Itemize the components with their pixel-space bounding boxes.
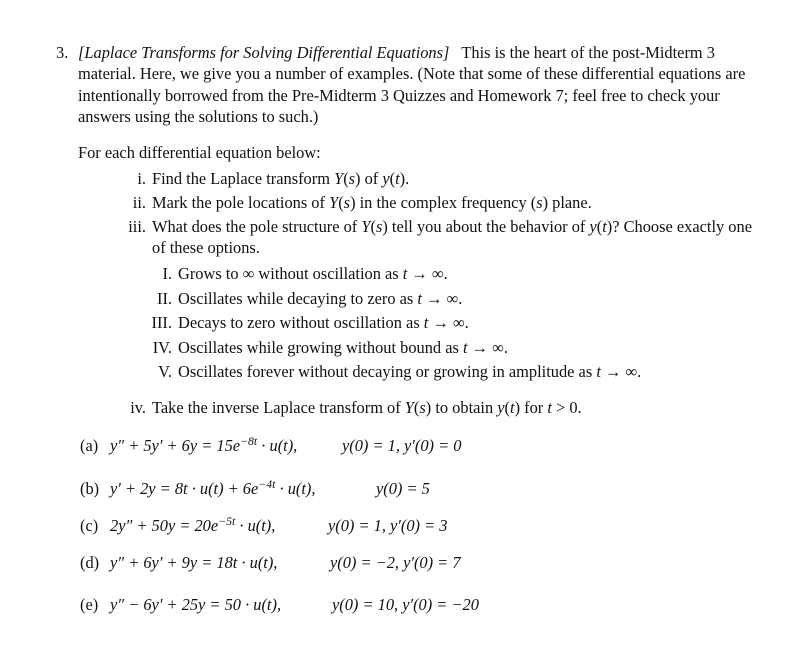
equation-label: (b) [80,479,100,498]
step-i: i. Find the Laplace transform Y(s) of y(t). [102,168,762,189]
equation-label: (e) [80,595,99,614]
initial-condition-c: y(0) = 1, y′(0) = 3 [328,516,448,535]
step-iii: iii. What does the pole structure of Y(s) tell you about the behavior of y(t)? Choose exactly one of these options. [102,216,762,258]
for-each-heading: For each differential equation below: [78,143,321,162]
equation-c: (c) $2y'' + 50y = 20e^{-5t} \cdot u(t)$, [80,514,276,535]
initial-condition-b: y(0) = 5 [376,479,430,498]
problem-number: 3. [56,43,69,62]
equation-d [80,552,277,573]
equation-body: y′ + 2y = 8t · u(t) + 6e [110,479,259,498]
step-number: ii. [132,193,146,212]
option-v: V. Oscillates forever without decaying or growing in amplitude as t → ∞. [158,362,642,381]
equation-body: y″ − 6y′ + 25y = 50 · u(t), [110,595,282,614]
equation-body: y″ + 5y′ + 6y = 15e [110,436,241,455]
initial-condition-e: y(0) = 10, y′(0) = −20 [332,595,479,614]
problem-intro [78,42,768,127]
step-iv: iv. Take the inverse Laplace transform of Y(s) to obtain y(t) for t > 0. [102,397,762,418]
problem-intro-text: This is the heart of the post-Midterm 3 material. Here, we give you a number of examples. (Note that some of these differential equations are intentionally borrowed from the Pre-Midterm 3 Quizzes and Homework 7; feel free to check your answers using the solutions to such.) [78,43,746,126]
option-iii: III. Decays to zero without oscillation as t → ∞. [151,313,469,332]
step-ii: ii. Mark the pole locations of Y(s) in the complex frequency (s) plane. [102,192,762,213]
step-number: i. [137,169,146,188]
equation-e [80,594,281,615]
step-number: iii. [128,217,146,236]
option-ii: II. Oscillates while decaying to zero as t → ∞. [156,289,463,308]
equation-label: (d) [80,553,100,572]
option-i: I. Grows to ∞ without oscillation as t → ∞. [162,264,448,283]
equation-body: y″ + 6y′ + 9y = 18t · u(t), [110,553,278,572]
option-iv: IV. Oscillates while growing without bound as t → ∞. [152,338,508,357]
problem-title: [Laplace Transforms for Solving Differential Equations] [78,43,450,62]
initial-condition-d: y(0) = −2, y′(0) = 7 [330,553,461,572]
step-number: iv. [130,398,146,417]
initial-condition-a: y(0) = 1, y′(0) = 0 [342,436,462,455]
equation-exponent: −8t [240,434,258,449]
equation-label: (c) [80,516,99,535]
equation-a: (a) $y'' + 5y' + 6y = 15e^{-8t} \cdot u(t)$, [80,434,298,455]
equation-b: (b) $y' + 2y = 8t \cdot u(t) + 6e^{-4t} \cdot u(t)$, [80,477,316,498]
equation-label: (a) [80,436,99,455]
equation-body: 2y″ + 50y = 20e [110,516,219,535]
equation-exponent: −5t [218,514,236,529]
equation-exponent: −4t [258,477,276,492]
